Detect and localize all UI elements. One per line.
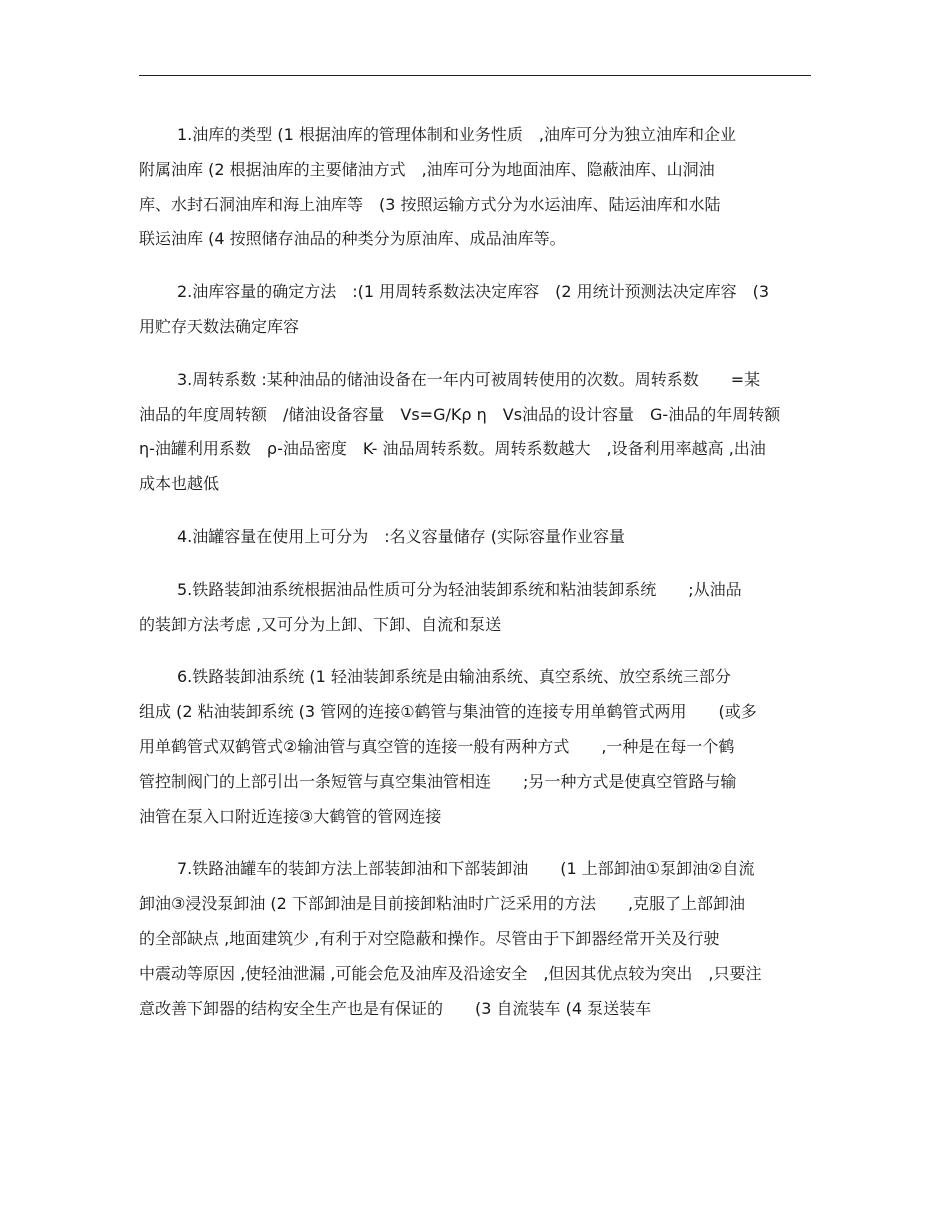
text-line: 油管在泵入口附近连接③大鹤管的管网连接 <box>139 806 442 826</box>
text-line: 油品的年度周转额 /储油设备容量 Vs=G/Kρ η Vs油品的设计容量 G-油品的年周转额 <box>139 404 781 424</box>
text-line: 5.铁路装卸油系统根据油品性质可分为轻油装卸系统和粘油装卸系统 ;从油品 <box>177 579 742 599</box>
text-line: 成本也越低 <box>139 474 220 494</box>
text-line: 管控制阀门的上部引出一条短管与真空集油管相连 ;另一种方式是使真空管路与输 <box>139 771 737 791</box>
text-line: 附属油库 (2 根据油库的主要储油方式 ,油库可分为地面油库、隐蔽油库、山洞油 <box>139 159 715 179</box>
paragraph-capacity-methods <box>139 275 811 345</box>
header-rule <box>139 75 811 76</box>
text-line: 联运油库 (4 按照储存油品的种类分为原油库、成品油库等。 <box>139 229 566 249</box>
text-line: 3.周转系数 :某种油品的储油设备在一年内可被周转使用的次数。周转系数 =某 <box>177 369 761 389</box>
text-line: 4.油罐容量在使用上可分为 :名义容量储存 (实际容量作业容量 <box>177 526 625 546</box>
text-line: 卸油③浸没泵卸油 (2 下部卸油是目前接卸粘油时广泛采用的方法 ,克服了上部卸油 <box>139 894 746 914</box>
text-line: 的全部缺点 ,地面建筑少 ,有利于对空隐蔽和操作。尽管由于下卸器经常开关及行驶 <box>139 928 720 948</box>
text-line: 组成 (2 粘油装卸系统 (3 管网的连接①鹤管与集油管的连接专用单鹤管式两用 (或多 <box>139 702 757 722</box>
paragraph-railway-system-types <box>139 573 811 643</box>
paragraph-oil-depot-types <box>139 118 811 257</box>
text-line: 中震动等原因 ,使轻油泄漏 ,可能会危及油库及沿途安全 ,但因其优点较为突出 ,只要注 <box>139 963 762 983</box>
text-line: 7.铁路油罐车的装卸方法上部装卸油和下部装卸油 (1 上部卸油①泵卸油②自流 <box>177 859 755 879</box>
text-line: 的装卸方法考虑 ,又可分为上卸、下卸、自流和泵送 <box>139 614 502 634</box>
text-line: 库、水封石洞油库和海上油库等 (3 按照运输方式分为水运油库、陆运油库和水陆 <box>139 194 721 214</box>
paragraph-railway-system <box>139 660 811 834</box>
text-line: 用单鹤管式双鹤管式②输油管与真空管的连接一般有两种方式 ,一种是在每一个鹤 <box>139 736 735 756</box>
text-line: 用贮存天数法确定库容 <box>139 316 300 336</box>
text-line: 1.油库的类型 (1 根据油库的管理体制和业务性质 ,油库可分为独立油库和企业 <box>177 125 736 144</box>
text-line: 2.油库容量的确定方法 :(1 用周转系数法决定库容 (2 用统计预测法决定库容 (3 <box>177 282 770 302</box>
text-line: 6.铁路装卸油系统 (1 轻油装卸系统是由输油系统、真空系统、放空系统三部分 <box>177 667 731 687</box>
paragraph-turnover-coefficient <box>139 363 811 502</box>
paragraph-tank-capacity <box>139 520 811 555</box>
text-line: η-油罐利用系数 ρ-油品密度 K- 油品周转系数。周转系数越大 ,设备利用率越高 ,出油 <box>139 439 766 459</box>
paragraph-tank-car-methods <box>139 852 811 1026</box>
document-body <box>139 118 811 1044</box>
text-line: 意改善下卸器的结构安全生产也是有保证的 (3 自流装车 (4 泵送装车 <box>139 998 652 1018</box>
